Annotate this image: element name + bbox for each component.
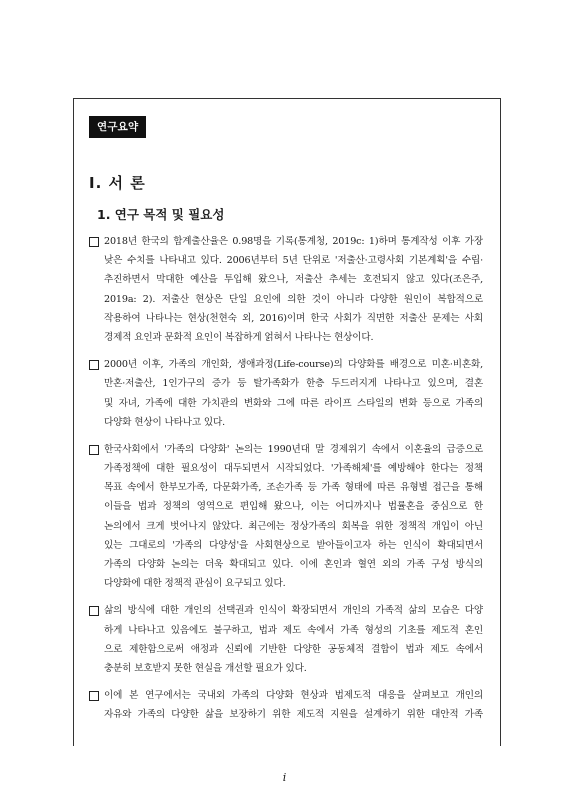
text-line: 및 자녀, 가족에 대한 가치관의 변화와 그에 따른 라이프 스타일의 변화 등으로 가족의: [104, 397, 483, 409]
text-line: 하게 나타나고 있음에도 불구하고, 법과 제도 속에서 가족 형성의 기초를 제도적 혼인: [104, 624, 483, 636]
paragraph: [89, 232, 483, 347]
text-line: 있는 그대로의 '가족의 다양성'을 사회현상으로 받아들이고자 하는 인식이 확대되면서: [104, 539, 483, 551]
section-badge: 연구요약: [89, 116, 146, 138]
subsection-title: 1. 연구 목적 및 필요성: [97, 207, 225, 222]
text-line: 다양화 현상이 나타나고 있다.: [104, 416, 226, 428]
text-line: 목표 속에서 한부모가족, 다문화가족, 조손가족 등 가족 형태에 따른 유형별 접근을 통해: [104, 482, 483, 494]
text-line: 가족의 다양화 논의는 더욱 확대되고 있다. 이에 혼인과 혈연 외의 가족 구성 방식의: [104, 559, 483, 570]
text-line: 경제적 요인과 문화적 요인이 복잡하게 얽혀서 나타나는 현상이다.: [104, 331, 374, 343]
text-line: 논의에서 크게 벗어나지 않았다. 최근에는 정상가족의 회복을 위한 정책적 개입이 아닌: [104, 520, 483, 532]
paragraph-lines: [104, 232, 483, 347]
text-line: 작용하여 나타나는 현상(천현숙 외, 2016)이며 한국 사회가 직면한 저출산 문제는 사회: [104, 312, 483, 324]
text-line: 2019a: 2). 저출산 현상은 단일 요인에 의한 것이 아니라 다양한 원인이 복합적으로: [104, 293, 483, 305]
text-line: 다양화에 대한 정책적 관심이 요구되고 있다.: [104, 578, 286, 590]
paragraph-lines: [104, 686, 483, 724]
checkbox-bullet-icon: [89, 691, 99, 701]
checkbox-bullet-icon: [89, 237, 99, 247]
text-line: 자유와 가족의 다양한 삶을 보장하기 위한 제도적 지원을 설계하기 위한 대안적 가족: [104, 709, 483, 721]
text-line: 삶의 방식에 대한 개인의 선택권과 인식이 확장되면서 개인의 가족적 삶의 모습은 다양: [104, 605, 483, 617]
text-line: 으로 제한함으로써 애정과 신뢰에 기반한 다양한 공동체적 결합이 법과 제도 속에서: [104, 643, 483, 655]
text-line: 충분히 보호받지 못한 현실을 개선할 필요가 있다.: [104, 662, 307, 674]
text-line: 이들을 법과 정책의 영역으로 편입해 왔으나, 이는 어디까지나 법률혼을 중심으로 한: [104, 501, 483, 513]
checkbox-bullet-icon: [89, 445, 99, 455]
section-title: Ⅰ. 서 론: [89, 174, 146, 192]
text-line: 가족정책에 대한 필요성이 대두되면서 시작되었다. '가족해체'를 예방해야 한다는 정책: [104, 463, 483, 475]
body-text: [89, 232, 483, 733]
paragraph: [89, 440, 483, 594]
page-number: i: [282, 771, 287, 784]
text-line: 낮은 수치를 나타내고 있다. 2006년부터 5년 단위로 '저출산·고령사회 기본계획'을 수립·: [104, 255, 483, 267]
text-line: 추진하면서 막대한 예산을 투입해 왔으나, 저출산 추세는 호전되지 않고 있다(조은주,: [104, 274, 483, 286]
text-line: 이에 본 연구에서는 국내외 가족의 다양화 현상과 법제도적 대응을 살펴보고 개인의: [104, 690, 483, 702]
checkbox-bullet-icon: [89, 606, 99, 616]
paragraph: [89, 601, 483, 678]
text-line: 2000년 이후, 가족의 개인화, 생애과정(Life-course)의 다양화를 배경으로 미혼·비혼화,: [104, 359, 483, 371]
checkbox-bullet-icon: [89, 360, 99, 370]
paragraph-lines: [104, 440, 483, 594]
paragraph-lines: [104, 355, 483, 432]
text-line: 2018년 한국의 합계출산율은 0.98명을 기록(통계청, 2019c: 1)하며 통계작성 이후 가장: [104, 236, 483, 247]
paragraph-lines: [104, 601, 483, 678]
text-line: 만혼·저출산, 1인가구의 증가 등 탈가족화가 한층 두드러지게 나타나고 있으며, 결혼: [104, 378, 483, 390]
text-line: 한국사회에서 '가족의 다양화' 논의는 1990년대 말 경제위기 속에서 이혼율의 급증으로: [104, 443, 483, 455]
paragraph: [89, 355, 483, 432]
paragraph: [89, 686, 483, 724]
